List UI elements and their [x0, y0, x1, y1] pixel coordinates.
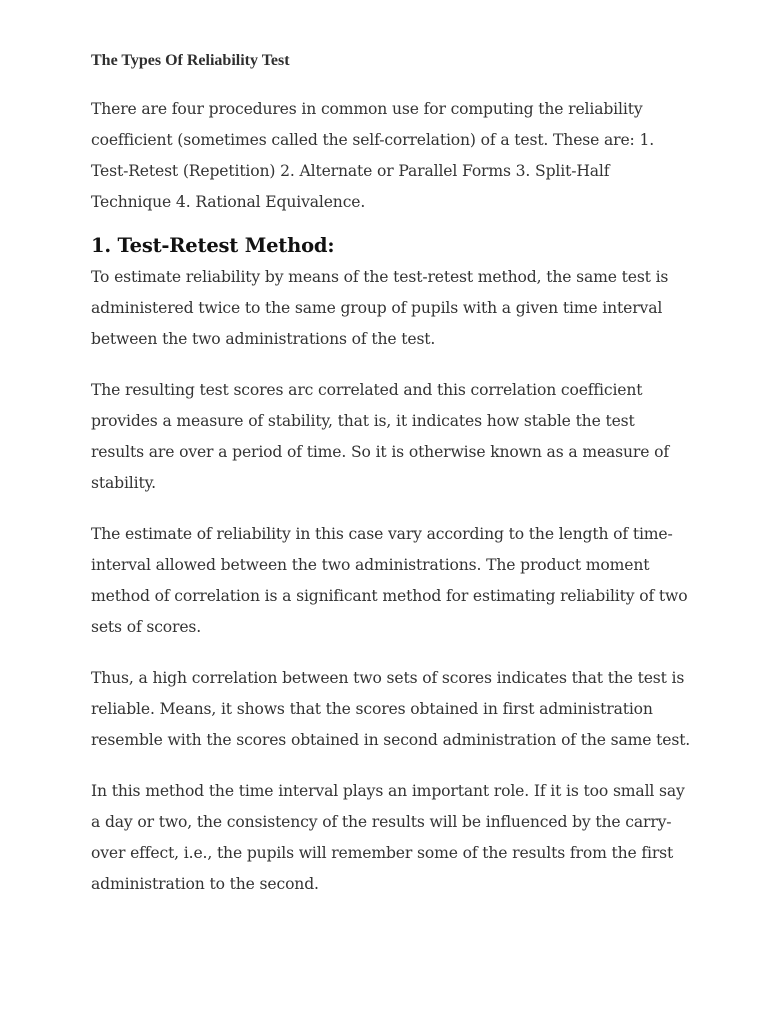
body-paragraph-1: To estimate reliability by means of the test-retest method, the same test is administered twice to the same group of pupils with a given time interval between the two administrations of the test. [91, 268, 669, 348]
body-paragraph-5: In this method the time interval plays an important role. If it is too small say a day or two, the consistency of the results will be influenced by the carry-over effect, i.e., the pupils will remember some of the results from the first administration to the second. [91, 782, 685, 893]
body-paragraph-4: Thus, a high correlation between two sets of scores indicates that the test is reliable. Means, it shows that the scores obtained in first administration resemble with the scores obtained in second administration of the same test. [91, 669, 691, 749]
body-paragraph-3: The estimate of reliability in this case vary according to the length of time-interval allowed between the two administrations. The product moment method of correlation is a significant method for estimating reliability of two sets of scores. [91, 525, 688, 636]
intro-paragraph: There are four procedures in common use for computing the reliability coefficient (sometimes called the self-correlation) of a test. These are: 1. Test-Retest (Repetition) 2. Alternate or Parallel Forms 3. Split-Half Technique 4. Rational Equivalence. [91, 100, 655, 211]
body-paragraph-2: The resulting test scores arc correlated and this correlation coefficient provides a measure of stability, that is, it indicates how stable the test results are over a period of time. So it is otherwise known as a measure of stability. [91, 381, 669, 492]
section-heading-test-retest: 1. Test-Retest Method: [91, 234, 335, 257]
document-title: The Types Of Reliability Test [91, 52, 290, 69]
document-page [91, 48, 691, 900]
